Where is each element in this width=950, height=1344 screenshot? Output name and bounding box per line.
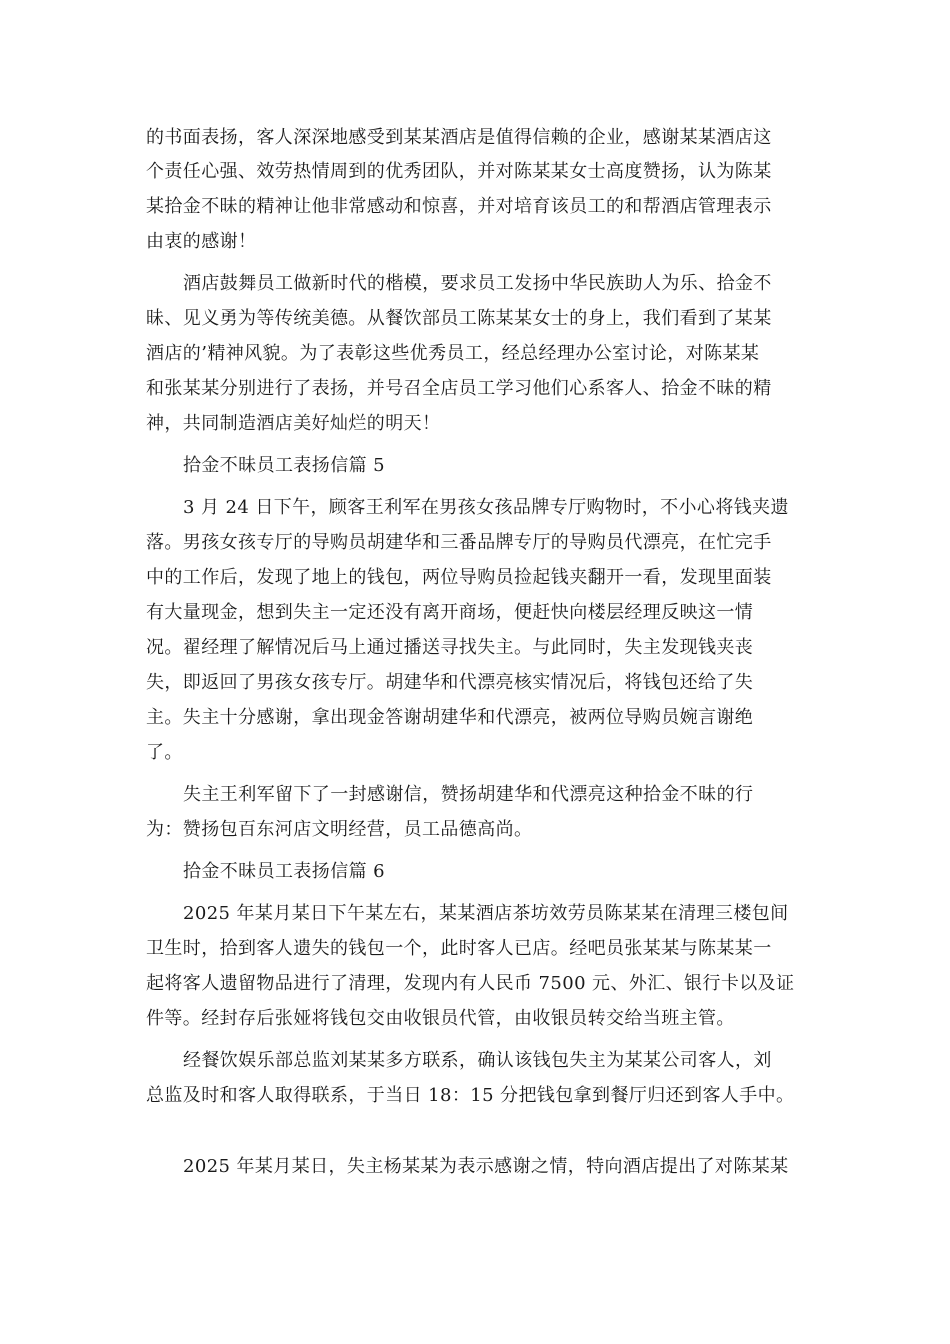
section-heading: 拾金不昧员工表扬信篇 6: [183, 861, 385, 882]
text-line: 件等。经封存后张娅将钱包交由收银员代管，由收银员转交给当班主管。: [146, 1008, 735, 1029]
text-line: 卫生时，拾到客人遗失的钱包一个，此时客人已店。经吧员张某某与陈某某一: [146, 938, 772, 959]
text-line: 失，即返回了男孩女孩专厅。胡建华和代漂亮核实情况后，将钱包还给了失: [146, 672, 754, 693]
paragraph-first-line: 酒店鼓舞员工做新时代的楷模，要求员工发扬中华民族助人为乐、拾金不: [183, 273, 772, 294]
paragraph-first-line: 2025 年某月某日下午某左右，某某酒店茶坊效劳员陈某某在清理三楼包间: [183, 903, 789, 924]
text-line: 中的工作后，发现了地上的钱包，两位导购员捡起钱夹翻开一看，发现里面装: [146, 567, 772, 588]
text-line: 主。失主十分感谢，拿出现金答谢胡建华和代漂亮，被两位导购员婉言谢绝: [146, 707, 754, 728]
paragraph-first-line: 失主王利军留下了一封感谢信，赞扬胡建华和代漂亮这种拾金不昧的行: [183, 784, 754, 805]
text-line: 某拾金不昧的精神让他非常感动和惊喜，并对培育该员工的和帮酒店管理表示: [146, 196, 772, 217]
text-line: 酒店的’精神风貌。为了表彰这些优秀员工，经总经理办公室讨论，对陈某某: [146, 343, 760, 364]
section-heading: 拾金不昧员工表扬信篇 5: [183, 455, 385, 476]
text-line: 个责任心强、效劳热情周到的优秀团队，并对陈某某女士高度赞扬，认为陈某: [146, 161, 772, 182]
text-line: 为：赞扬包百东河店文明经营，员工品德高尚。: [146, 819, 533, 840]
paragraph-first-line: 3 月 24 日下午，顾客王利军在男孩女孩品牌专厅购物时，不小心将钱夹遗: [183, 497, 789, 518]
paragraph-first-line: 2025 年某月某日，失主杨某某为表示感谢之情，特向酒店提出了对陈某某: [183, 1156, 789, 1177]
text-line: 和张某某分别进行了表扬，并号召全店员工学习他们心系客人、拾金不昧的精: [146, 378, 772, 399]
text-line: 总监及时和客人取得联系，于当日 18：15 分把钱包拿到餐厅归还到客人手中。: [146, 1085, 795, 1106]
text-line: 昧、见义勇为等传统美德。从餐饮部员工陈某某女士的身上，我们看到了某某: [146, 308, 772, 329]
paragraph-first-line: 经餐饮娱乐部总监刘某某多方联系，确认该钱包失主为某某公司客人，刘: [183, 1050, 772, 1071]
text-line: 了。: [146, 742, 183, 763]
text-line: 的书面表扬，客人深深地感受到某某酒店是值得信赖的企业，感谢某某酒店这: [146, 127, 772, 148]
text-line: 落。男孩女孩专厅的导购员胡建华和三番品牌专厅的导购员代漂亮，在忙完手: [146, 532, 772, 553]
text-line: 由衷的感谢！: [146, 231, 257, 252]
text-line: 有大量现金，想到失主一定还没有离开商场，便赶快向楼层经理反映这一情: [146, 602, 754, 623]
text-line: 况。翟经理了解情况后马上通过播送寻找失主。与此同时，失主发现钱夹丧: [146, 637, 754, 658]
text-line: 神，共同制造酒店美好灿烂的明天！: [146, 413, 441, 434]
text-line: 起将客人遗留物品进行了清理，发现内有人民币 7500 元、外汇、银行卡以及证: [146, 973, 795, 994]
